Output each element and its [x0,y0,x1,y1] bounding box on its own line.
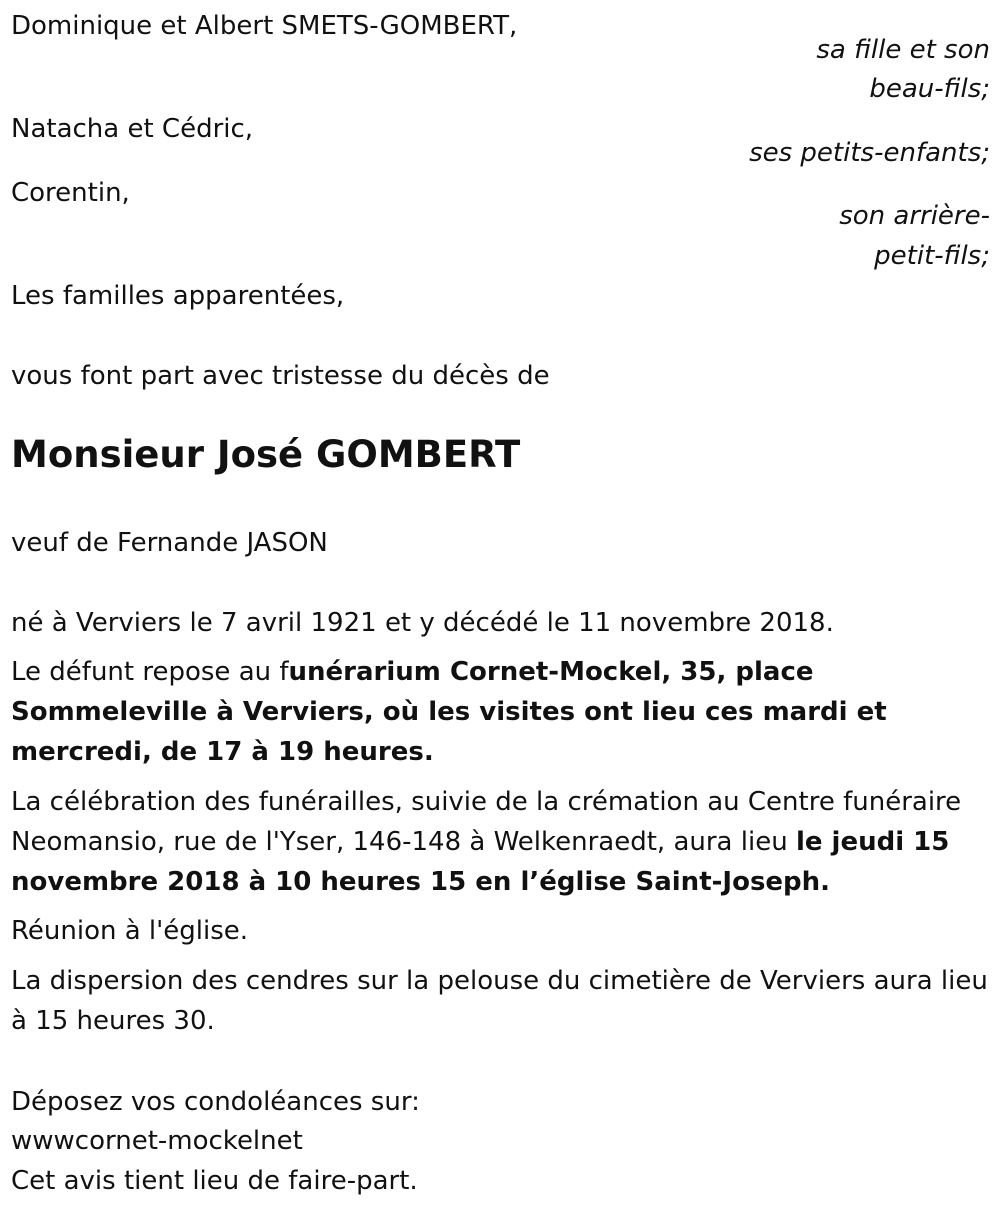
relative-names-2: Natacha et Cédric, [11,114,254,144]
relative-names-4: Les familles apparentées, [11,281,345,311]
ceremony-paragraph [11,782,991,902]
relation-3-line1: son arrière- [839,201,990,231]
relation-3-line2: petit-fils; [874,241,990,271]
condolences-label: Déposez vos condoléances sur: [11,1087,420,1117]
meeting-line: Réunion à l'église. [11,916,249,946]
relation-2-line1: ses petits-enfants; [749,138,990,168]
dispersion-paragraph: La dispersion des cendres sur la pelouse du cimetière de Verviers aura lieu à 15 heures 30. [11,966,988,1036]
birth-death-line: né à Verviers le 7 avril 1921 et y décédé le 11 novembre 2018. [11,608,834,638]
relative-names-1: Dominique et Albert SMETS-GOMBERT, [11,11,518,41]
ceremony-bold: le jeudi 15 novembre 2018 à 10 heures 15 en l’église Saint-Joseph. [11,827,950,897]
deceased-name: Monsieur José GOMBERT [11,433,521,476]
condolences-website[interactable]: wwwcornet-mockelnet [11,1126,303,1156]
rest-paragraph [11,652,991,772]
relative-names-3: Corentin, [11,178,130,208]
announcement-text: vous font part avec tristesse du décès de [11,361,550,391]
relation-1-line1: sa fille et son [816,35,990,65]
rest-bold: unérarium Cornet-Mockel, 35, place Sommeleville à Verviers, où les visites ont lieu ces mardi et mercredi, de 17 à 19 heures. [11,657,887,767]
widower-line: veuf de Fernande JASON [11,528,328,558]
ceremony-prefix: La célébration des funérailles, suivie de la crémation au Centre funéraire Neomansio, rue de l'Yser, 146-148 à Welkenraedt, aura lieu [11,787,962,857]
rest-prefix: Le défunt repose au f [11,657,289,687]
relation-1-line2: beau-fils; [869,74,990,104]
footer-note: Cet avis tient lieu de faire-part. [11,1166,418,1196]
